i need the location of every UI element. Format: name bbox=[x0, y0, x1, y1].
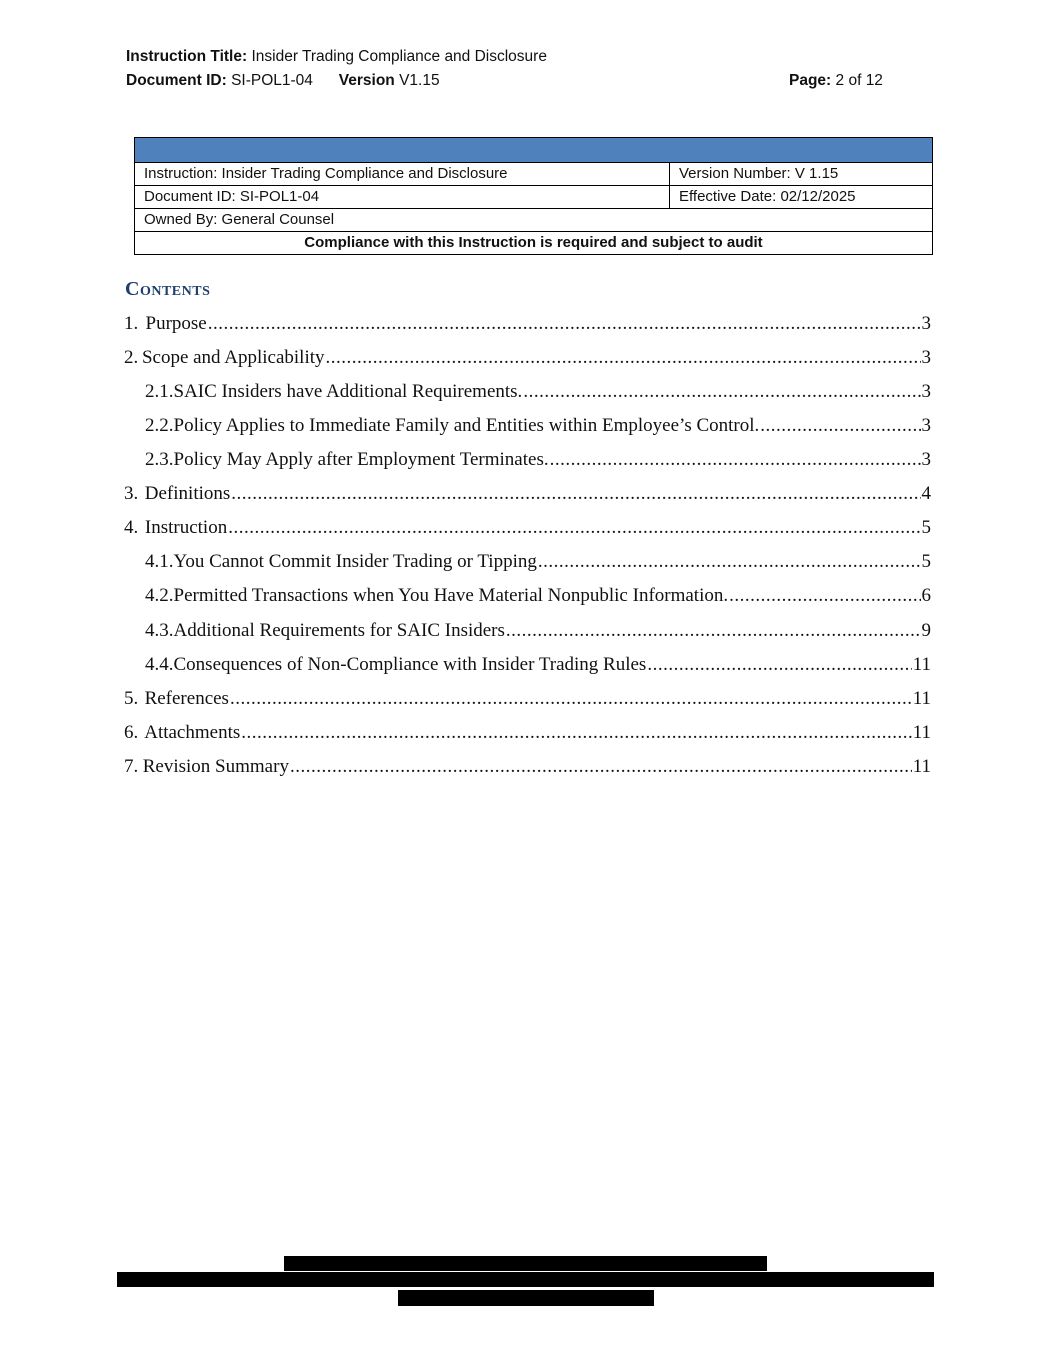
toc-entry-number: 1. bbox=[124, 313, 139, 334]
header-title-line bbox=[126, 48, 547, 66]
toc-entry-instruction[interactable] bbox=[124, 517, 931, 543]
toc-entry-page: 3 bbox=[921, 313, 931, 334]
toc-dot-leader bbox=[729, 585, 920, 607]
toc-entry-title: Instruction bbox=[144, 517, 228, 538]
toc-dot-leader bbox=[231, 483, 920, 505]
toc-entry-scope[interactable] bbox=[124, 347, 931, 373]
toc-entry-revision-summary[interactable] bbox=[124, 756, 931, 782]
toc-entry-references[interactable] bbox=[124, 688, 931, 714]
header-docid-line bbox=[126, 72, 440, 90]
info-table-row bbox=[135, 232, 933, 255]
toc-entry-page: 11 bbox=[912, 722, 931, 743]
toc-entry-number: 2.3. bbox=[145, 449, 174, 470]
toc-entry-title: Consequences of Non-Compliance with Insider Trading Rules bbox=[173, 654, 647, 675]
toc-entry-permitted-transactions[interactable] bbox=[145, 585, 931, 611]
redaction-bar bbox=[117, 1272, 934, 1287]
header-title-value: Insider Trading Compliance and Disclosure bbox=[251, 48, 547, 65]
toc-entry-immediate-family[interactable] bbox=[145, 415, 931, 441]
toc-entry-page: 3 bbox=[921, 415, 931, 436]
toc-entry-number: 4.2. bbox=[145, 585, 174, 606]
toc-entry-title: SAIC Insiders have Additional Requirements. bbox=[173, 381, 523, 402]
toc-entry-number: 7. bbox=[124, 756, 139, 777]
header-docid-value: SI-POL1-04 bbox=[231, 72, 313, 89]
toc-entry-page: 11 bbox=[912, 688, 931, 709]
toc-entry-page: 9 bbox=[921, 620, 931, 641]
info-table-row bbox=[135, 186, 933, 209]
info-table-row bbox=[135, 209, 933, 232]
toc-dot-leader bbox=[208, 313, 921, 335]
toc-entry-number: 4. bbox=[124, 517, 139, 538]
toc-dot-leader bbox=[760, 415, 920, 437]
toc-entry-title: Definitions bbox=[144, 483, 231, 504]
toc-entry-page: 3 bbox=[921, 381, 931, 402]
toc-entry-page: 3 bbox=[921, 347, 931, 368]
toc-entry-page: 3 bbox=[921, 449, 931, 470]
toc-dot-leader bbox=[326, 347, 921, 369]
toc-entry-number: 2.2. bbox=[145, 415, 174, 436]
toc-entry-number: 4.3. bbox=[145, 620, 174, 641]
version-number-cell: Version Number: V 1.15 bbox=[670, 163, 933, 186]
toc-entry-title: Purpose bbox=[145, 313, 207, 334]
toc-entry-page: 5 bbox=[921, 517, 931, 538]
owned-by-cell: Owned By: General Counsel bbox=[135, 209, 933, 232]
toc-entry-saic-insiders-requirements[interactable] bbox=[145, 381, 931, 407]
toc-entry-number: 2.1. bbox=[145, 381, 174, 402]
toc-entry-number: 2. bbox=[124, 347, 139, 368]
toc-entry-title: Attachments bbox=[144, 722, 241, 743]
toc-entry-page: 5 bbox=[921, 551, 931, 572]
redaction-bar bbox=[398, 1290, 654, 1306]
toc-entry-purpose[interactable] bbox=[124, 313, 931, 339]
toc-entry-title: References bbox=[144, 688, 229, 709]
toc-entry-number: 4.1. bbox=[145, 551, 174, 572]
toc-entry-title: Policy Applies to Immediate Family and Entities within Employee’s Control. bbox=[173, 415, 760, 436]
header-version-label: Version bbox=[338, 72, 395, 89]
header-page-indicator bbox=[789, 72, 883, 90]
toc-entry-title: Permitted Transactions when You Have Material Nonpublic Information. bbox=[173, 585, 729, 606]
redaction-bar bbox=[284, 1256, 767, 1271]
info-table-header-row bbox=[135, 138, 933, 163]
toc-entry-page: 11 bbox=[912, 654, 931, 675]
toc-entry-attachments[interactable] bbox=[124, 722, 931, 748]
toc-dot-leader bbox=[538, 551, 921, 573]
toc-dot-leader bbox=[550, 449, 921, 471]
toc-dot-leader bbox=[230, 688, 912, 710]
compliance-note-cell: Compliance with this Instruction is required and subject to audit bbox=[135, 232, 933, 255]
toc-dot-leader bbox=[647, 654, 911, 676]
toc-entry-additional-requirements[interactable] bbox=[145, 620, 931, 646]
toc-entry-title: You Cannot Commit Insider Trading or Tipping bbox=[173, 551, 537, 572]
toc-entry-page: 11 bbox=[912, 756, 931, 777]
instruction-cell: Instruction: Insider Trading Compliance and Disclosure bbox=[135, 163, 670, 186]
toc-entry-title: Scope and Applicability bbox=[141, 347, 325, 368]
document-info-table bbox=[134, 137, 933, 255]
toc-entry-number: 5. bbox=[124, 688, 139, 709]
toc-entry-page: 6 bbox=[921, 585, 931, 606]
header-version-value: V1.15 bbox=[399, 72, 440, 89]
info-table-row bbox=[135, 163, 933, 186]
toc-dot-leader bbox=[523, 381, 920, 403]
toc-entry-insider-trading-tipping[interactable] bbox=[145, 551, 931, 577]
toc-entry-consequences[interactable] bbox=[145, 654, 931, 680]
toc-dot-leader bbox=[241, 722, 911, 744]
header-docid-label: Document ID: bbox=[126, 72, 227, 89]
toc-entry-after-employment[interactable] bbox=[145, 449, 931, 475]
toc-entry-title: Policy May Apply after Employment Terminates. bbox=[173, 449, 549, 470]
toc-dot-leader bbox=[290, 756, 912, 778]
header-page-value: 2 of 12 bbox=[835, 72, 883, 89]
toc-entry-title: Additional Requirements for SAIC Insiders bbox=[173, 620, 505, 641]
toc-entry-number: 3. bbox=[124, 483, 139, 504]
toc-entry-title: Revision Summary bbox=[142, 756, 289, 777]
info-table-header-bar bbox=[135, 138, 933, 163]
toc-entry-number: 6. bbox=[124, 722, 139, 743]
header-page-label: Page: bbox=[789, 72, 832, 89]
toc-dot-leader bbox=[228, 517, 920, 539]
header-title-label: Instruction Title: bbox=[126, 48, 248, 65]
contents-heading: Contents bbox=[125, 278, 211, 300]
toc-dot-leader bbox=[506, 620, 921, 642]
toc-entry-page: 4 bbox=[921, 483, 931, 504]
toc-entry-definitions[interactable] bbox=[124, 483, 931, 509]
effective-date-cell: Effective Date: 02/12/2025 bbox=[670, 186, 933, 209]
document-id-cell: Document ID: SI-POL1-04 bbox=[135, 186, 670, 209]
toc-entry-number: 4.4. bbox=[145, 654, 174, 675]
